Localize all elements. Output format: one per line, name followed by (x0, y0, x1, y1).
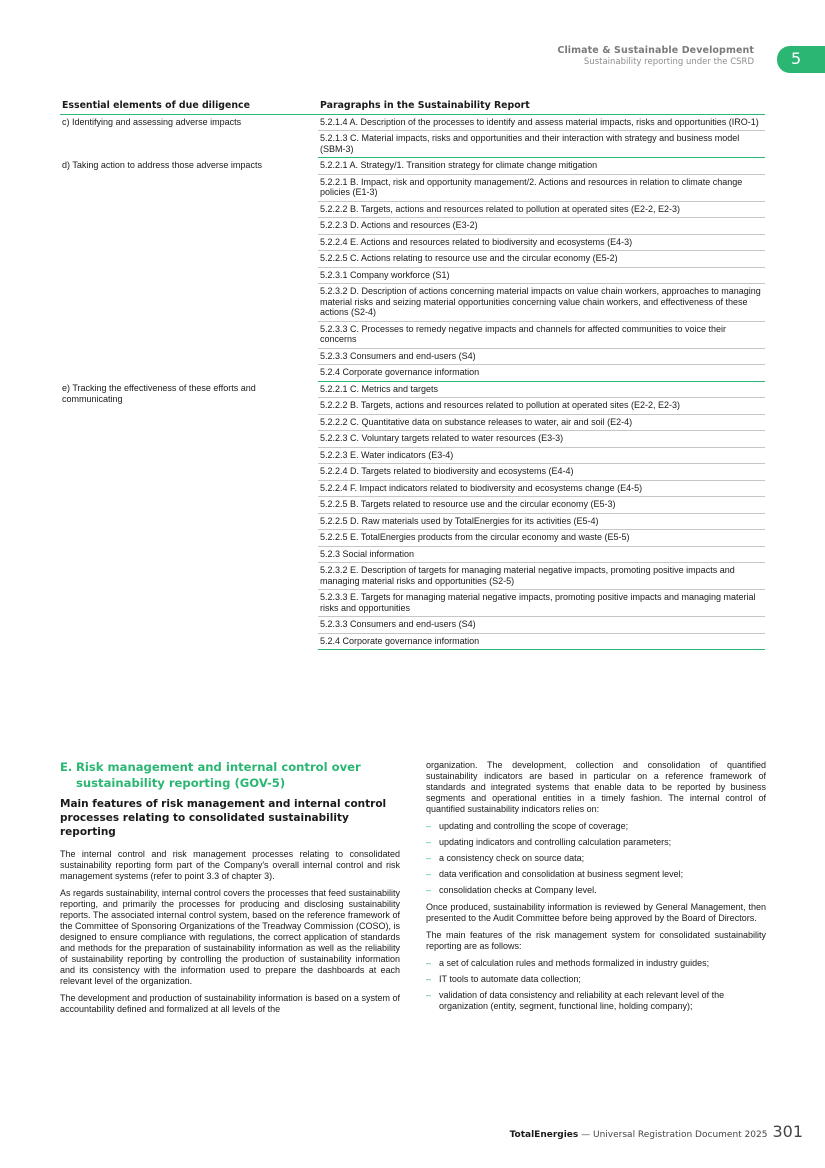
chapter-number: 5 (791, 49, 802, 68)
page-footer (510, 1122, 803, 1141)
report-paragraph-reference: 5.2.2.1 B. Impact, risk and opportunity management/2. Actions and resources in relation to climate change policies (E1-3) (318, 174, 765, 201)
report-paragraph-reference: 5.2.2.5 E. TotalEnergies products from the circular economy and waste (E5-5) (318, 530, 765, 547)
report-paragraph-reference: 5.2.2.4 D. Targets related to biodiversity and ecosystems (E4-4) (318, 464, 765, 481)
report-paragraph-reference: 5.2.3.3 Consumers and end-users (S4) (318, 348, 765, 365)
paragraph: The main features of the risk management system for consolidated sustainability reporting are as follows: (426, 930, 766, 951)
footer-document: — Universal Registration Document 2025 (578, 1130, 768, 1140)
paragraph: organization. The development, collection and consolidation of quantified sustainability indicators are based in particular on a reference framework of standards and integrated systems that enable data to be reported by business segments and operational entities in a timely fashion. The internal control of quantified sustainability indicators relies on: (426, 760, 766, 814)
section-title-line2: sustainability reporting (GOV-5) (76, 776, 286, 790)
due-diligence-element: d) Taking action to address those adverse impacts (62, 159, 262, 170)
report-paragraph-reference: 5.2.2.2 B. Targets, actions and resources related to pollution at operated sites (E2-2, E2-3) (318, 398, 765, 415)
report-paragraph-reference: 5.2.3.3 E. Targets for managing material negative impacts, promoting positive impacts and managing material risks and opportunities (318, 590, 765, 617)
header-subtitle: Sustainability reporting under the CSRD (583, 57, 754, 67)
report-paragraph-reference: 5.2.3.3 Consumers and end-users (S4) (318, 617, 765, 634)
list-item: – IT tools to automate data collection; (426, 974, 766, 985)
page-number: 301 (772, 1122, 803, 1141)
report-paragraph-reference: 5.2.2.3 E. Water indicators (E3-4) (318, 447, 765, 464)
right-column (426, 760, 766, 1018)
paragraph: Once produced, sustainability information is reviewed by General Management, then presented to the Audit Committee before being approved by the Board of Directors. (426, 902, 766, 923)
due-diligence-table (60, 98, 765, 650)
report-paragraph-reference: 5.2.2.1 A. Strategy/1. Transition strategy for climate change mitigation (318, 158, 765, 175)
list-item: – updating indicators and controlling calculation parameters; (426, 837, 766, 848)
list-item: – a consistency check on source data; (426, 853, 766, 864)
report-paragraph-reference: 5.2.3.2 E. Description of targets for managing material negative impacts, promoting positive impacts and managing material risks and opportunities (S2-5) (318, 563, 765, 590)
table-header-row (60, 98, 765, 114)
left-column (60, 849, 400, 1021)
paragraph: The internal control and risk management processes relating to consolidated sustainability reporting form part of the Company's overall internal control and risk management systems (refer to point 3.3 of chapter 3). (60, 849, 400, 881)
list-item: – updating and controlling the scope of coverage; (426, 821, 766, 832)
report-paragraph-reference: 5.2.2.3 C. Voluntary targets related to water resources (E3-3) (318, 431, 765, 448)
report-paragraph-reference: 5.2.3.2 D. Description of actions concerning material impacts on value chain workers, approaches to managing material risks and seizing material opportunities concerning value chain workers, and effectiveness of these actions (S2-4) (318, 284, 765, 322)
report-paragraph-reference: 5.2.2.3 D. Actions and resources (E3-2) (318, 218, 765, 235)
running-header (557, 45, 754, 67)
section-title-line1: Risk management and internal control over (76, 760, 361, 774)
due-diligence-element: c) Identifying and assessing adverse impacts (62, 116, 242, 127)
report-paragraph-reference: 5.2.4 Corporate governance information (318, 365, 765, 382)
footer-brand: TotalEnergies (509, 1130, 579, 1140)
report-paragraph-reference: 5.2.2.2 B. Targets, actions and resources related to pollution at operated sites (E2-2, E2-3) (318, 201, 765, 218)
paragraph: As regards sustainability, internal control covers the processes that feed sustainability reporting, and primarily the processes for producing and disclosing sustainability reports. The associated internal control system, based on the reference framework of the Committee of Sponsoring Organizations of the Treadway Commission (COSO), is designed to ensure compliance with regulations, the correct application of standards and methods for the preparation of sustainability information as well as the reliability of sustainability reporting by controlling the production of sustainability information and its consistency with the information used to prepare the dashboards at each relevant level of the organization. (60, 888, 401, 986)
section-heading (60, 759, 390, 791)
table-row (60, 158, 765, 175)
report-paragraph-reference: 5.2.1.4 A. Description of the processes to identify and assess material impacts, risks and opportunities (IRO-1) (318, 114, 765, 131)
report-paragraph-reference: 5.2.3.3 C. Processes to remedy negative impacts and channels for affected communities to voice their concerns (318, 321, 765, 348)
report-paragraph-reference: 5.2.2.5 B. Targets related to resource use and the circular economy (E5-3) (318, 497, 765, 514)
report-paragraph-reference: 5.2.4 Corporate governance information (318, 633, 765, 650)
list-item: – consolidation checks at Company level. (426, 885, 766, 896)
risk-features-list (426, 958, 766, 1012)
table-row (60, 381, 765, 398)
chapter-tab (777, 46, 825, 73)
report-paragraph-reference: 5.2.3.1 Company workforce (S1) (318, 267, 765, 284)
column-header-elements: Essential elements of due diligence (60, 98, 318, 114)
list-item: – validation of data consistency and reliability at each relevant level of the organization (entity, segment, functional line, holding company); (426, 990, 766, 1012)
report-paragraph-reference: 5.2.2.5 D. Raw materials used by TotalEnergies for its activities (E5-4) (318, 513, 765, 530)
report-paragraph-reference: 5.2.3 Social information (318, 546, 765, 563)
section-subtitle: Main features of risk management and internal control processes relating to consolidated sustainability reporting (60, 798, 387, 838)
table-row (60, 114, 765, 131)
report-paragraph-reference: 5.2.2.5 C. Actions relating to resource use and the circular economy (E5-2) (318, 251, 765, 268)
report-paragraph-reference: 5.2.2.4 F. Impact indicators related to biodiversity and ecosystems change (E4-5) (318, 480, 765, 497)
table-body (60, 114, 765, 650)
section-letter: E. (60, 760, 73, 774)
control-list (426, 821, 766, 896)
due-diligence-element: e) Tracking the effectiveness of these efforts and communicating (62, 383, 256, 404)
header-title: Climate & Sustainable Development (557, 45, 754, 56)
paragraph: The development and production of sustainability information is based on a system of accountability defined and formalized at all levels of the (60, 993, 400, 1014)
report-paragraph-reference: 5.2.2.4 E. Actions and resources related to biodiversity and ecosystems (E4-3) (318, 234, 765, 251)
report-paragraph-reference: 5.2.2.2 C. Quantitative data on substance releases to water, air and soil (E2-4) (318, 414, 765, 431)
column-header-paragraphs: Paragraphs in the Sustainability Report (318, 98, 765, 114)
report-paragraph-reference: 5.2.1.3 C. Material impacts, risks and opportunities and their interaction with strategy and business model (SBM-3) (318, 131, 765, 158)
list-item: – data verification and consolidation at business segment level; (426, 869, 766, 880)
report-paragraph-reference: 5.2.2.1 C. Metrics and targets (318, 381, 765, 398)
list-item: – a set of calculation rules and methods formalized in industry guides; (426, 958, 766, 969)
